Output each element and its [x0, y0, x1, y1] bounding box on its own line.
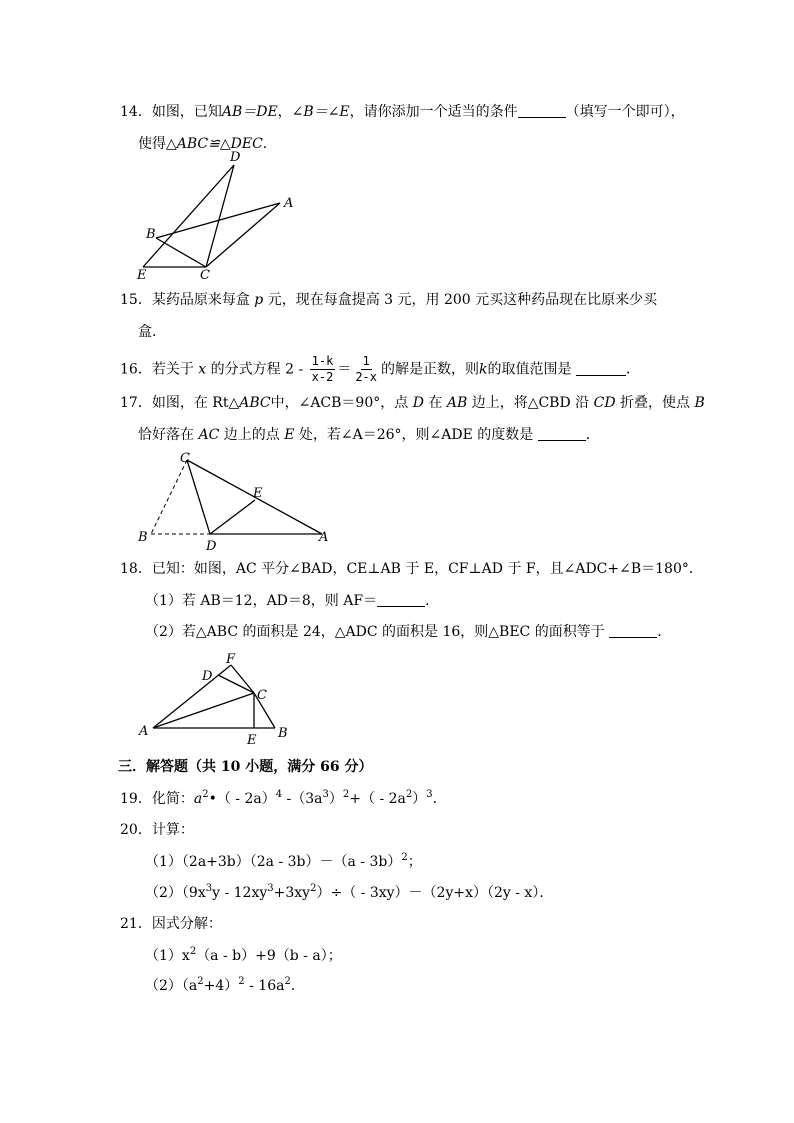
- q19-exp: 3: [322, 789, 329, 800]
- q21-label: 因式分解：: [151, 916, 222, 932]
- q21-expr: - 16a: [244, 978, 285, 994]
- q15-line2: [138, 322, 166, 342]
- q14-text: （填写一个即可），: [565, 104, 685, 120]
- q19-expr: ）: [412, 791, 427, 807]
- q21-expr: （a - b）+9（b - a）；: [196, 948, 342, 964]
- q18-label-b: B: [278, 726, 288, 741]
- q21-exp: 2: [189, 946, 197, 957]
- q18-sub2: [145, 622, 671, 642]
- q17-seg-ac: AC: [198, 427, 220, 443]
- q19-exp: 3: [426, 789, 433, 800]
- q19-expr: •（ - 2a）: [208, 791, 276, 807]
- q20-exp: 3: [267, 883, 274, 894]
- q19-exp: 2: [405, 789, 413, 800]
- q18-text: （2）若△ABC 的面积是 24，△ADC 的面积是 16，则△BEC 的面积等于: [145, 624, 605, 640]
- q16-text: ．: [625, 361, 640, 378]
- q20-exp: 2: [401, 852, 408, 863]
- q19-number: 19．: [120, 791, 152, 807]
- q17-pt-b: B: [694, 395, 705, 411]
- q21-exp: 2: [238, 976, 245, 987]
- q15-line1: [120, 290, 657, 310]
- q17-label-d: D: [206, 539, 217, 554]
- q18-label-e: E: [247, 733, 257, 748]
- q17-text: 如图，在 Rt: [151, 395, 229, 411]
- q16-var-k: k: [479, 361, 488, 378]
- q20-part1: [145, 852, 422, 872]
- q21-expr: +4）: [203, 978, 239, 994]
- q18-number: 18．: [120, 561, 152, 577]
- q16-text: 的分式方程 2 -: [210, 361, 304, 378]
- q17-text: 在: [428, 395, 443, 411]
- q14-line2: [138, 134, 277, 154]
- q21-line: [120, 914, 222, 934]
- q16-fraction-1: [310, 354, 336, 385]
- q18-seg-dc: [218, 675, 254, 693]
- q21-exp: 2: [197, 976, 204, 987]
- q18-text: ．: [425, 593, 440, 609]
- q19-expr: +（ - 2a: [349, 791, 406, 807]
- q16-equals: ＝: [337, 361, 352, 378]
- q17-text: 边上，将△CBD 沿: [471, 395, 590, 411]
- q14-label-e: E: [137, 268, 147, 283]
- q14-text: ．: [262, 136, 277, 152]
- q19-exp: 2: [342, 789, 350, 800]
- q18-label-d: D: [202, 669, 213, 684]
- q18-figure: [135, 648, 305, 748]
- q14-number: 14．: [120, 104, 152, 120]
- q17-text: 中，∠ACB＝90°，点: [270, 395, 409, 411]
- q18-line1: [120, 559, 703, 579]
- q18-text: ．: [657, 624, 672, 640]
- q14-seg-ba: [156, 203, 280, 238]
- q18-answer-blank-1[interactable]: [377, 592, 425, 607]
- q17-text: 恰好落在: [138, 427, 194, 443]
- q17-text: 处，若∠A＝26°，则∠ADE 的度数是: [298, 427, 534, 443]
- q19-expr: ）: [328, 791, 343, 807]
- q21-expr: ．: [290, 978, 305, 994]
- q21-expr: （1）x: [145, 948, 190, 964]
- q20-line: [120, 820, 194, 840]
- q18-label-a: A: [139, 724, 149, 739]
- q14-label-c: C: [200, 268, 210, 283]
- q19-line: [120, 789, 447, 809]
- q18-seg-af: [153, 665, 231, 728]
- q18-seg-fc: [231, 665, 254, 693]
- q20-expr: ）÷（ - 3xy）－（2y+x）（2y - x）．: [316, 885, 554, 901]
- q15-text: 元，现在每盒提高 3 元，用 200 元买这种药品现在比原来少买: [267, 292, 658, 308]
- q14-answer-blank[interactable]: [518, 103, 566, 118]
- q17-line2: [138, 425, 600, 445]
- q17-text: 边上的点: [223, 427, 280, 443]
- q21-part1: [145, 946, 342, 966]
- q16-text: 的解是正数，则: [381, 361, 480, 378]
- q17-pt-e: E: [284, 427, 295, 443]
- q16-frac2-denominator: 2-x: [355, 370, 378, 384]
- q17-label-e: E: [253, 486, 263, 501]
- q14-text: ，请你添加一个适当的条件: [349, 104, 518, 120]
- q15-var-p: p: [254, 292, 264, 308]
- q17-tri-abc: △ABC: [228, 395, 271, 411]
- q19-exp: 2: [202, 789, 209, 800]
- q14-label-d: D: [230, 150, 241, 165]
- q19-expr: ．: [432, 791, 447, 807]
- q21-part2: [145, 976, 305, 996]
- q16-line: [120, 354, 640, 385]
- q20-part2: [145, 883, 553, 903]
- q16-frac1-denominator: x-2: [311, 370, 334, 384]
- q18-answer-blank-2[interactable]: [609, 623, 657, 638]
- q20-expr: （1）（2a+3b）（2a - 3b）－（a - 3b）: [145, 854, 402, 870]
- q17-line1: [120, 393, 705, 413]
- q17-number: 17．: [120, 395, 152, 411]
- q16-text: 的取值范围是: [487, 361, 572, 378]
- q16-fraction-2: [353, 354, 379, 385]
- q18-label-c: C: [257, 688, 267, 703]
- q18-label-f: F: [226, 652, 236, 667]
- q17-seg-cb-dashed: [151, 460, 187, 534]
- section-3-heading: 三．解答题（共 10 小题，满分 66 分）: [118, 759, 373, 775]
- q19-exp: 4: [275, 789, 283, 800]
- q14-text: 使得: [138, 136, 166, 152]
- q14-congruence: △ABC≌△DEC: [166, 136, 263, 152]
- q21-number: 21．: [120, 916, 152, 932]
- q18-text: （1）若 AB＝12，AD＝8，则 AF＝: [145, 593, 378, 609]
- q21-exp: 2: [284, 976, 291, 987]
- q18-text: 已知：如图，AC 平分∠BAD，CE⊥AB 于 E，CF⊥AD 于 F，且∠ADC+∠B＝180°．: [151, 561, 703, 577]
- q14-figure: [130, 150, 310, 285]
- q16-answer-blank[interactable]: [576, 361, 626, 376]
- q16-text: 若关于: [151, 361, 194, 378]
- q14-label-b: B: [146, 227, 156, 242]
- q17-seg-de: [210, 500, 255, 534]
- q17-label-c: C: [180, 451, 190, 466]
- q14-line1: [120, 102, 685, 122]
- q16-var-x: x: [198, 361, 207, 378]
- q20-exp: 3: [205, 883, 213, 894]
- q18-sub1: [145, 591, 439, 611]
- q19-label: 化简：: [151, 791, 194, 807]
- q18-seg-ac: [153, 693, 254, 728]
- q20-expr: y - 12xy: [212, 885, 268, 901]
- q21-expr: （2）（a: [145, 978, 198, 994]
- q16-frac2-numerator: 1: [362, 354, 370, 368]
- q14-angle-be: ∠B＝∠E: [291, 104, 350, 120]
- q14-text: 如图，已知: [151, 104, 222, 120]
- q20-label: 计算：: [151, 822, 194, 838]
- q16-frac1-numerator: 1-k: [311, 354, 334, 368]
- q20-number: 20．: [120, 822, 152, 838]
- q17-text: ．: [585, 427, 600, 443]
- q15-text: 盒．: [138, 324, 166, 340]
- q19-expr: a: [193, 791, 203, 807]
- q14-seg-bc: [156, 238, 206, 267]
- q14-label-a: A: [284, 196, 294, 211]
- q17-figure: [135, 448, 335, 553]
- q14-text: ，: [277, 104, 292, 120]
- q20-expr: （2）（9x: [145, 885, 206, 901]
- q15-text: 某药品原来每盒: [151, 292, 250, 308]
- q20-expr: ；: [407, 854, 422, 870]
- q19-expr: -（3a: [282, 791, 323, 807]
- q14-ab-de: AB＝DE: [221, 104, 278, 120]
- q17-label-a: A: [319, 530, 329, 545]
- q17-text: 折叠，使点: [620, 395, 690, 411]
- q17-seg-ab: AB: [446, 395, 468, 411]
- q17-label-b: B: [138, 530, 148, 545]
- q14-seg-ac: [206, 203, 280, 267]
- q17-pt-d: D: [412, 395, 424, 411]
- q16-number: 16．: [120, 361, 152, 378]
- q20-expr: +3xy: [273, 885, 311, 901]
- q15-number: 15．: [120, 292, 152, 308]
- q17-answer-blank[interactable]: [538, 426, 586, 441]
- q20-exp: 2: [310, 883, 317, 894]
- q17-seg-cd: CD: [593, 395, 616, 411]
